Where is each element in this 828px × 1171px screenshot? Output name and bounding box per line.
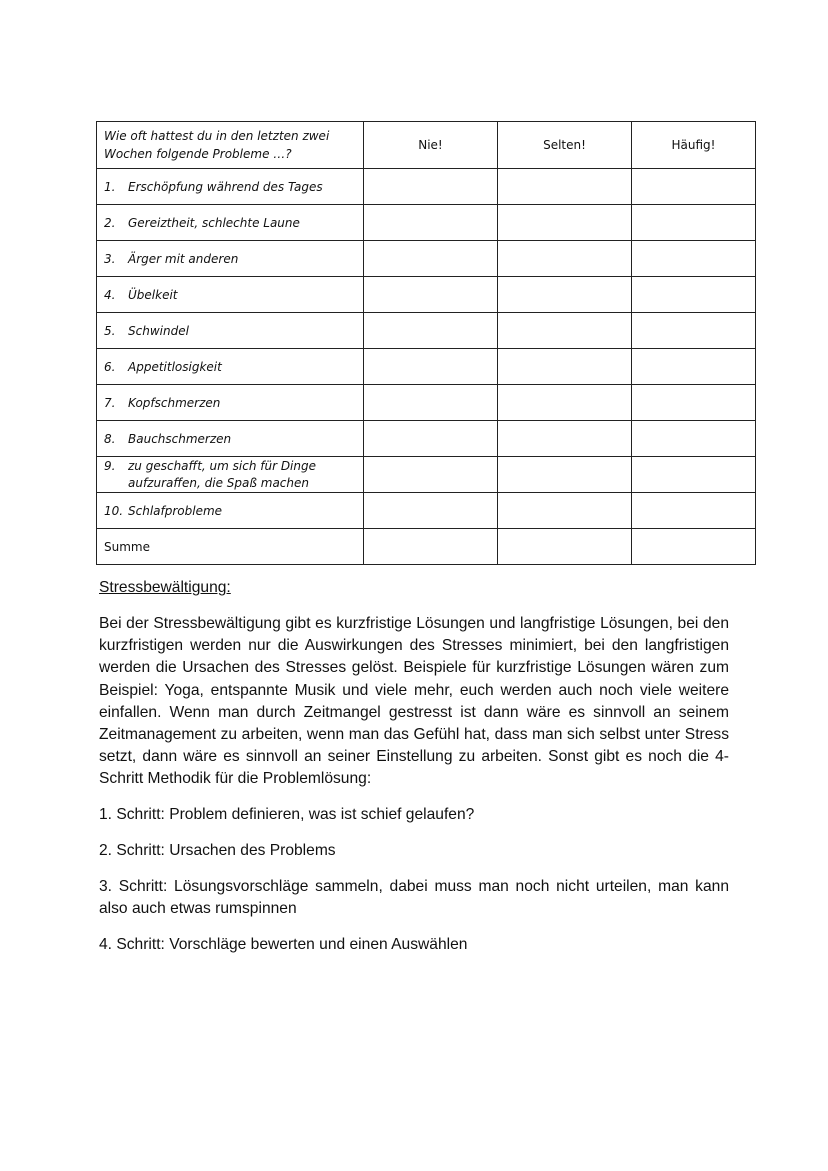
answer-cell-nie[interactable] xyxy=(364,313,498,349)
sum-cell-nie[interactable] xyxy=(364,529,498,565)
answer-cell-selten[interactable] xyxy=(498,421,632,457)
item-cell xyxy=(97,277,364,313)
item-cell xyxy=(97,385,364,421)
answer-cell-haeufig[interactable] xyxy=(632,241,756,277)
sum-cell-selten[interactable] xyxy=(498,529,632,565)
step-item: 3. Schritt: Lösungsvorschläge sammeln, dabei muss man noch nicht urteilen, man kann also auch etwas rumspinnen xyxy=(99,878,729,918)
answer-cell-nie[interactable] xyxy=(364,205,498,241)
item-number: 5. xyxy=(104,323,116,338)
table-row xyxy=(97,169,756,205)
table-row xyxy=(97,385,756,421)
answer-cell-haeufig[interactable] xyxy=(632,277,756,313)
item-label: Schlafprobleme xyxy=(128,503,223,518)
table-row xyxy=(97,241,756,277)
table-row xyxy=(97,457,756,493)
answer-cell-selten[interactable] xyxy=(498,241,632,277)
sum-label: Summe xyxy=(97,529,364,565)
column-header-selten: Selten! xyxy=(498,122,632,169)
answer-cell-nie[interactable] xyxy=(364,493,498,529)
item-number: 1. xyxy=(104,179,116,194)
answer-cell-haeufig[interactable] xyxy=(632,349,756,385)
item-cell xyxy=(97,457,364,493)
sum-cell-haeufig[interactable] xyxy=(632,529,756,565)
answer-cell-nie[interactable] xyxy=(364,277,498,313)
step-item: 1. Schritt: Problem definieren, was ist schief gelaufen? xyxy=(99,806,475,823)
answer-cell-nie[interactable] xyxy=(364,457,498,493)
item-number: 3. xyxy=(104,251,116,266)
item-cell xyxy=(97,205,364,241)
column-header-haeufig: Häufig! xyxy=(632,122,756,169)
table-row xyxy=(97,205,756,241)
answer-cell-selten[interactable] xyxy=(498,313,632,349)
table-row xyxy=(97,313,756,349)
table-row xyxy=(97,349,756,385)
section-paragraph: Bei der Stressbewältigung gibt es kurzfristige Lösungen und langfristige Lösungen, bei den kurzfristigen werden nur die Auswirkungen des Stresses minimiert, bei den langfristigen werden die Ursachen des Stresses gelöst. Beispiele für kurzfristige Lösungen wären zum Beispiel: Yoga, entspannte Musik und viele mehr, euch werden auch noch viele weitere einfallen. Wenn man durch Zeitmangel gestresst ist dann wäre es sinnvoll an seinem Zeitmanagement zu arbeiten, wenn man das Gefühl hat, dass man sich selbst unter Stress setzt, dann wäre es sinnvoll an seiner Einstellung zu arbeiten. Sonst gibt es noch die 4-Schritt Methodik für die Problemlösung: xyxy=(99,615,729,788)
item-label: Übelkeit xyxy=(128,287,178,302)
item-cell xyxy=(97,241,364,277)
answer-cell-selten[interactable] xyxy=(498,205,632,241)
step-item: 2. Schritt: Ursachen des Problems xyxy=(99,842,336,859)
answer-cell-haeufig[interactable] xyxy=(632,457,756,493)
table-row xyxy=(97,493,756,529)
item-cell xyxy=(97,421,364,457)
item-label: Appetitlosigkeit xyxy=(128,359,222,374)
answer-cell-nie[interactable] xyxy=(364,241,498,277)
item-number: 7. xyxy=(104,395,116,410)
answer-cell-haeufig[interactable] xyxy=(632,313,756,349)
answer-cell-selten[interactable] xyxy=(498,385,632,421)
item-label: Erschöpfung während des Tages xyxy=(128,179,323,194)
answer-cell-nie[interactable] xyxy=(364,349,498,385)
item-number: 8. xyxy=(104,431,116,446)
item-number: 9. xyxy=(104,458,116,473)
item-label: Schwindel xyxy=(128,323,189,338)
section-heading: Stressbewältigung: xyxy=(99,579,231,596)
item-cell xyxy=(97,349,364,385)
answer-cell-selten[interactable] xyxy=(498,169,632,205)
question-header: Wie oft hattest du in den letzten zwei Wochen folgende Probleme …? xyxy=(97,122,364,169)
stress-questionnaire-table xyxy=(96,121,756,565)
column-header-nie: Nie! xyxy=(364,122,498,169)
answer-cell-haeufig[interactable] xyxy=(632,493,756,529)
answer-cell-selten[interactable] xyxy=(498,493,632,529)
answer-cell-nie[interactable] xyxy=(364,421,498,457)
answer-cell-haeufig[interactable] xyxy=(632,205,756,241)
item-label: zu geschafft, um sich für Dinge aufzuraffen, die Spaß machen xyxy=(128,458,316,490)
table-row xyxy=(97,421,756,457)
sum-row xyxy=(97,529,756,565)
item-label: Ärger mit anderen xyxy=(128,251,239,266)
table-row xyxy=(97,277,756,313)
answer-cell-nie[interactable] xyxy=(364,169,498,205)
answer-cell-selten[interactable] xyxy=(498,277,632,313)
item-cell xyxy=(97,313,364,349)
step-item: 4. Schritt: Vorschläge bewerten und einen Auswählen xyxy=(99,936,468,953)
item-number: 2. xyxy=(104,215,116,230)
item-number: 10. xyxy=(104,503,124,518)
item-number: 6. xyxy=(104,359,116,374)
item-label: Bauchschmerzen xyxy=(128,431,232,446)
item-number: 4. xyxy=(104,287,116,302)
answer-cell-selten[interactable] xyxy=(498,349,632,385)
answer-cell-haeufig[interactable] xyxy=(632,169,756,205)
item-cell xyxy=(97,169,364,205)
table-header-row xyxy=(97,122,756,169)
item-label: Kopfschmerzen xyxy=(128,395,221,410)
answer-cell-selten[interactable] xyxy=(498,457,632,493)
answer-cell-haeufig[interactable] xyxy=(632,421,756,457)
item-cell xyxy=(97,493,364,529)
answer-cell-haeufig[interactable] xyxy=(632,385,756,421)
item-label: Gereiztheit, schlechte Laune xyxy=(128,215,300,230)
answer-cell-nie[interactable] xyxy=(364,385,498,421)
